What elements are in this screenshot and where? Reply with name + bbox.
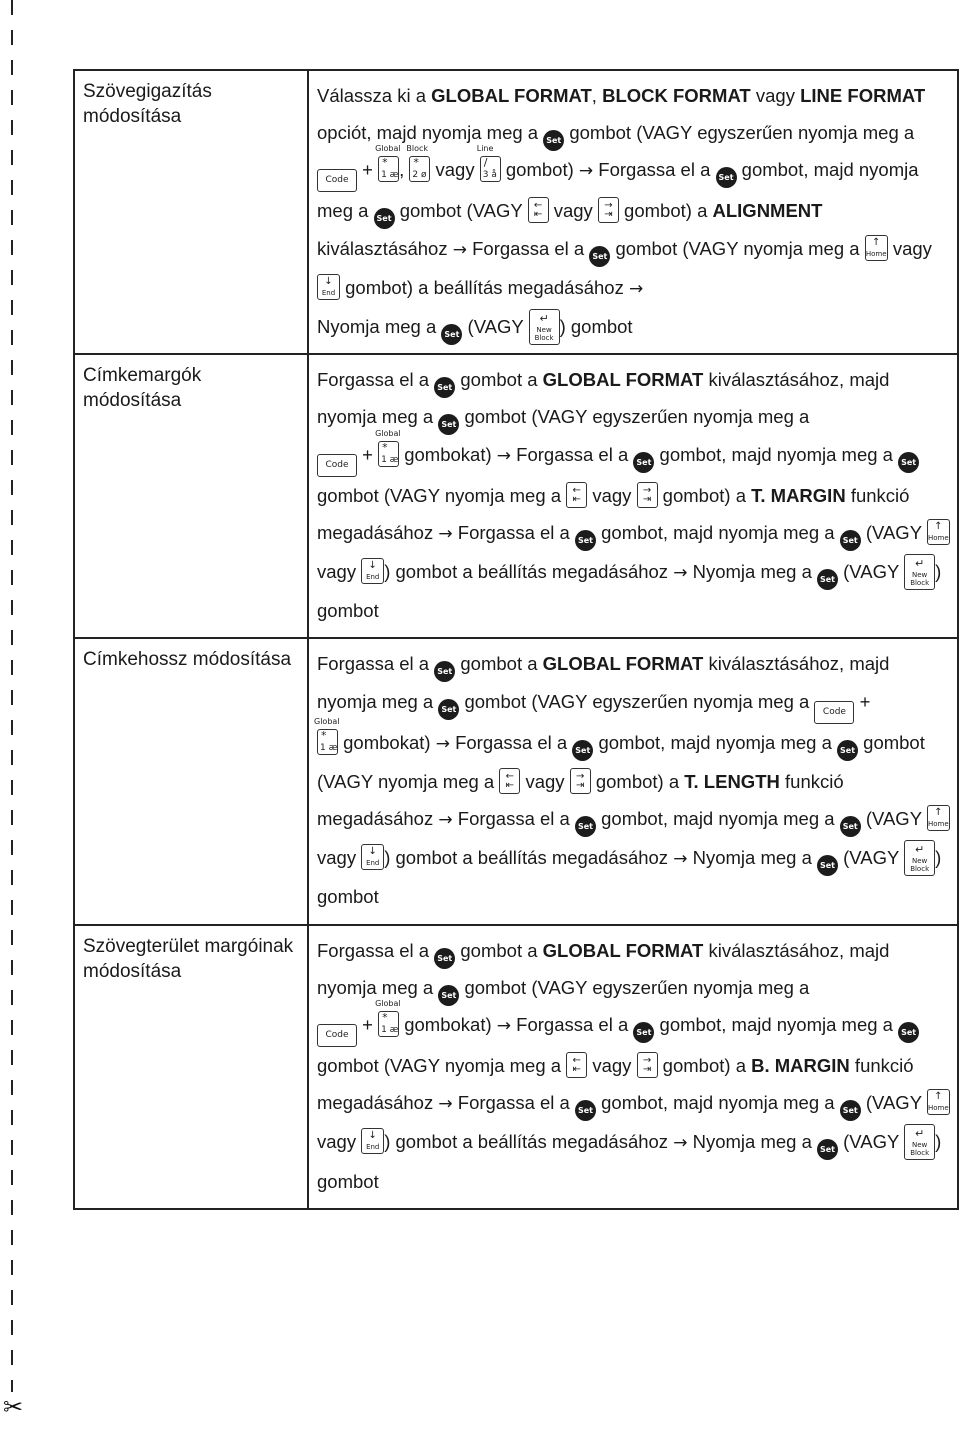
set-key-icon: Set bbox=[434, 948, 455, 969]
tab-left-key-icon: ← ⇤ bbox=[566, 1052, 587, 1078]
tab-right-key-icon: → ⇥ bbox=[570, 768, 591, 794]
set-key-icon: Set bbox=[898, 452, 919, 473]
row-label: Címkehossz módosítása bbox=[74, 638, 308, 924]
tab-right-key-icon: → ⇥ bbox=[598, 197, 619, 223]
global-1-key-icon: Global * 1 æ bbox=[375, 999, 401, 1036]
arrow-icon: → bbox=[496, 1016, 512, 1037]
set-key-icon: Set bbox=[434, 377, 455, 398]
tab-right-key-icon: → ⇥ bbox=[637, 482, 658, 508]
set-key-icon: Set bbox=[817, 1139, 838, 1160]
set-key-icon: Set bbox=[716, 167, 737, 188]
code-key-icon: Code bbox=[317, 454, 357, 477]
set-key-icon: Set bbox=[589, 246, 610, 267]
set-key-icon: Set bbox=[543, 130, 564, 151]
set-key-icon: Set bbox=[438, 414, 459, 435]
new-block-key-icon: ↵ New Block bbox=[904, 840, 935, 876]
home-key-icon: ↑ Home bbox=[865, 235, 888, 261]
table-row bbox=[74, 925, 958, 1209]
row-label: Szövegigazítás módosítása bbox=[74, 70, 308, 354]
end-key-icon: ↓ End bbox=[317, 274, 340, 300]
set-key-icon: Set bbox=[898, 1022, 919, 1043]
code-key-icon: Code bbox=[317, 1024, 357, 1047]
set-key-icon: Set bbox=[817, 569, 838, 590]
row-label: Szövegterület margóinak módosítása bbox=[74, 925, 308, 1209]
row-instructions: Forgassa el a Set gombot a GLOBAL FORMAT kiválasztásához, majd nyomja meg a Set gombot (VAGY egyszerűen nyomja meg a Code + Global * 1 æ gombokat) → Forgassa el a Set gombot, majd nyomja meg a Set gombot (VAGY nyomja meg a ← ⇤ vagy → ⇥ gombot) a T. MARGIN funkció megadásához → Forgassa el a Set gombot, majd nyomja meg a Set (VAGY ↑ Home vagy ↓ End ) gombot a beállítás megadásához → Nyomja meg a Set (VAGY ↵ New Block ) gombot bbox=[308, 354, 958, 638]
new-block-key-icon: ↵ New Block bbox=[904, 1124, 935, 1160]
set-key-icon: Set bbox=[374, 208, 395, 229]
set-key-icon: Set bbox=[817, 855, 838, 876]
set-key-icon: Set bbox=[575, 1100, 596, 1121]
tab-left-key-icon: ← ⇤ bbox=[499, 768, 520, 794]
table-row bbox=[74, 70, 958, 354]
end-key-icon: ↓ End bbox=[361, 1128, 384, 1154]
arrow-icon: → bbox=[452, 239, 467, 260]
set-key-icon: Set bbox=[434, 661, 455, 682]
code-key-icon: Code bbox=[814, 701, 854, 724]
cut-guide-line bbox=[11, 0, 13, 1392]
set-key-icon: Set bbox=[633, 452, 654, 473]
row-instructions: Forgassa el a Set gombot a GLOBAL FORMAT kiválasztásához, majd nyomja meg a Set gombot (VAGY egyszerűen nyomja meg a Code + Global * 1 æ gombokat) → Forgassa el a Set gombot, majd nyomja meg a Set gombot (VAGY nyomja meg a ← ⇤ vagy → ⇥ gombot) a B. MARGIN funkció megadásához → Forgassa el a Set gombot, majd nyomja meg a Set (VAGY ↑ Home vagy ↓ End ) gombot a beállítás megadásához → Nyomja meg a Set (VAGY ↵ New Block ) gombot bbox=[308, 925, 958, 1209]
tab-right-key-icon: → ⇥ bbox=[637, 1052, 658, 1078]
tab-left-key-icon: ← ⇤ bbox=[566, 482, 587, 508]
arrow-icon: → bbox=[496, 445, 512, 466]
set-key-icon: Set bbox=[575, 816, 596, 837]
arrow-icon: → bbox=[438, 523, 453, 544]
table-row bbox=[74, 638, 958, 924]
scissors-icon: ✂ bbox=[3, 1393, 24, 1421]
row-label: Címkemargók módosítása bbox=[74, 354, 308, 638]
set-key-icon: Set bbox=[438, 699, 459, 720]
set-key-icon: Set bbox=[840, 1100, 861, 1121]
home-key-icon: ↑ Home bbox=[927, 1089, 950, 1115]
set-key-icon: Set bbox=[837, 740, 858, 761]
set-key-icon: Set bbox=[575, 530, 596, 551]
set-key-icon: Set bbox=[840, 530, 861, 551]
global-1-key-icon: Global * 1 æ bbox=[375, 428, 401, 465]
table-row bbox=[74, 354, 958, 638]
instruction-table bbox=[73, 69, 959, 1210]
arrow-icon: → bbox=[578, 161, 594, 182]
arrow-icon: → bbox=[673, 1133, 688, 1154]
global-1-key-icon: Global * 1 æ bbox=[314, 716, 340, 753]
row-instructions: Forgassa el a Set gombot a GLOBAL FORMAT kiválasztásához, majd nyomja meg a Set gombot (VAGY egyszerűen nyomja meg a Code + Global * 1 æ gombokat) → Forgassa el a Set gombot, majd nyomja meg a Set gombot (VAGY nyomja meg a ← ⇤ vagy → ⇥ gombot) a T. LENGTH funkció megadásához → Forgassa el a Set gombot, majd nyomja meg a Set (VAGY ↑ Home vagy ↓ End ) gombot a beállítás megadásához → Nyomja meg a Set (VAGY ↵ New Block ) gombot bbox=[308, 638, 958, 924]
tab-left-key-icon: ← ⇤ bbox=[528, 197, 549, 223]
arrow-icon: → bbox=[673, 849, 688, 870]
home-key-icon: ↑ Home bbox=[927, 519, 950, 545]
end-key-icon: ↓ End bbox=[361, 844, 384, 870]
arrow-icon: → bbox=[438, 1094, 453, 1115]
set-key-icon: Set bbox=[438, 985, 459, 1006]
set-key-icon: Set bbox=[633, 1022, 654, 1043]
new-block-key-icon: ↵ New Block bbox=[529, 309, 560, 345]
arrow-icon: → bbox=[628, 278, 644, 299]
set-key-icon: Set bbox=[572, 740, 593, 761]
home-key-icon: ↑ Home bbox=[927, 805, 950, 831]
end-key-icon: ↓ End bbox=[361, 558, 384, 584]
global-1-key-icon: Global * 1 æ bbox=[375, 144, 401, 181]
arrow-icon: → bbox=[435, 733, 450, 754]
arrow-icon: → bbox=[438, 810, 453, 831]
code-key-icon: Code bbox=[317, 169, 357, 192]
row-instructions: Válassza ki a GLOBAL FORMAT, BLOCK FORMAT vagy LINE FORMAT opciót, majd nyomja meg a Set gombot (VAGY egyszerűen nyomja meg a Code + Global * 1 æ , Block * 2 ø vagy Line / 3 å gombot) → Forgassa el a Set gombot, majd nyomja meg a Set gombot (VAGY ← ⇤ vagy → ⇥ gombot) a ALIGNMENT kiválasztásához → Forgassa el a Set gombot (VAGY nyomja meg a ↑ Home vagy ↓ End gombot) a beállítás megadásához → Nyomja meg a Set (VAGY ↵ New Block ) gombot bbox=[308, 70, 958, 354]
set-key-icon: Set bbox=[840, 816, 861, 837]
new-block-key-icon: ↵ New Block bbox=[904, 554, 935, 590]
line-3-key-icon: Line / 3 å bbox=[480, 156, 501, 182]
arrow-icon: → bbox=[673, 563, 688, 584]
set-key-icon: Set bbox=[441, 324, 462, 345]
block-2-key-icon: Block * 2 ø bbox=[409, 156, 430, 182]
